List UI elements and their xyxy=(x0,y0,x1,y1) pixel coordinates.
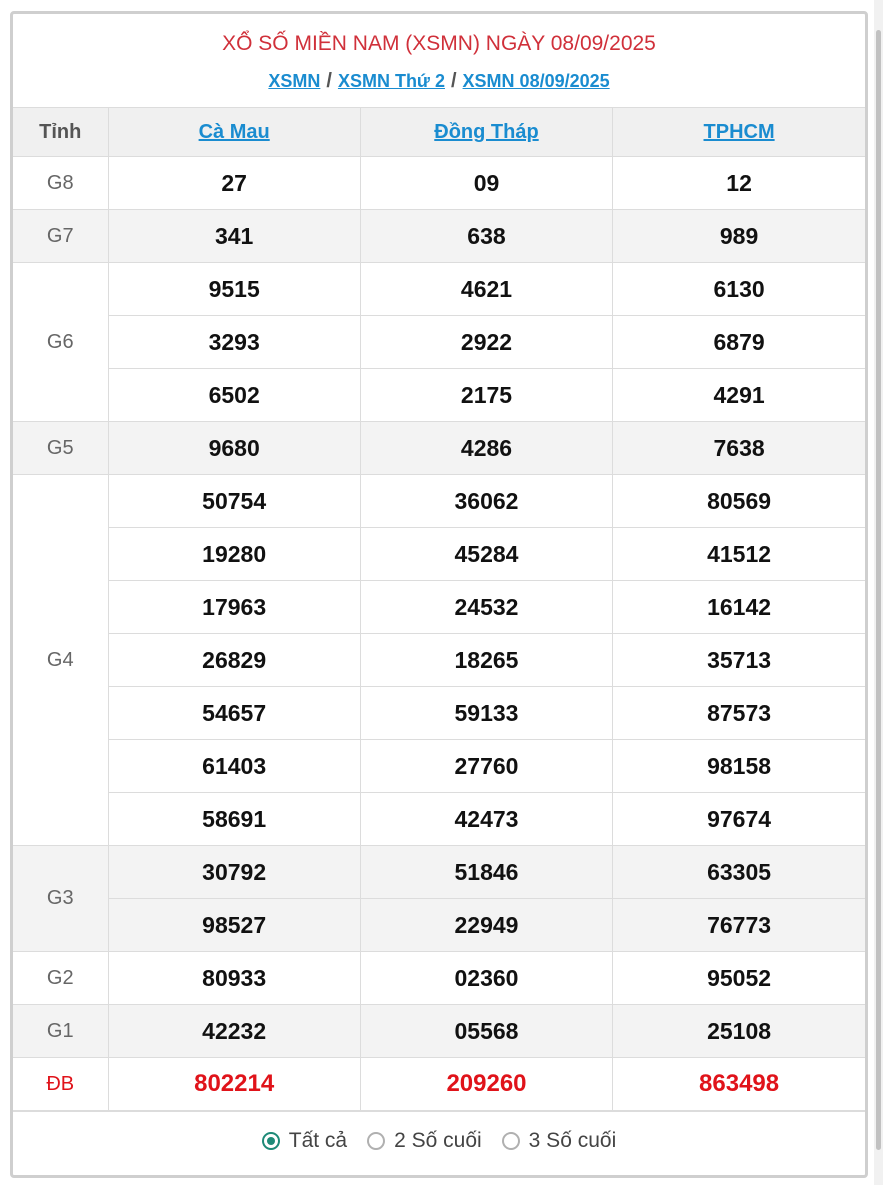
prize-number: 42473 xyxy=(360,793,612,846)
prize-number: 98527 xyxy=(108,899,360,952)
prize-row xyxy=(13,793,865,846)
scrollbar-thumb[interactable] xyxy=(876,30,881,1150)
prize-label: G7 xyxy=(13,210,108,263)
prize-number: 4621 xyxy=(360,263,612,316)
prize-number: 59133 xyxy=(360,687,612,740)
special-prize-number: 802214 xyxy=(108,1058,360,1111)
prize-number: 989 xyxy=(613,210,865,263)
special-prize-number: 209260 xyxy=(360,1058,612,1111)
prize-number: 27 xyxy=(108,157,360,210)
special-prize-number: 863498 xyxy=(613,1058,865,1111)
prize-row xyxy=(13,687,865,740)
prize-label: G3 xyxy=(13,846,108,952)
breadcrumb-link-xsmn-date[interactable]: XSMN 08/09/2025 xyxy=(462,71,610,91)
radio-button[interactable] xyxy=(367,1132,385,1150)
prize-row xyxy=(13,581,865,634)
prize-number: 80569 xyxy=(613,475,865,528)
prize-number: 51846 xyxy=(360,846,612,899)
filter-option-2-digits[interactable] xyxy=(367,1129,482,1153)
prize-number: 22949 xyxy=(360,899,612,952)
prize-row xyxy=(13,1058,865,1111)
prize-label: G2 xyxy=(13,952,108,1005)
prize-number: 05568 xyxy=(360,1005,612,1058)
prize-row xyxy=(13,475,865,528)
prize-number: 97674 xyxy=(613,793,865,846)
prize-number: 341 xyxy=(108,210,360,263)
prize-row xyxy=(13,263,865,316)
prize-number: 87573 xyxy=(613,687,865,740)
prize-number: 6130 xyxy=(613,263,865,316)
prize-number: 41512 xyxy=(613,528,865,581)
prize-number: 95052 xyxy=(613,952,865,1005)
filter-option-label: Tất cả xyxy=(288,1129,348,1152)
prize-number: 50754 xyxy=(108,475,360,528)
prize-row xyxy=(13,422,865,475)
prize-number: 9680 xyxy=(108,422,360,475)
filter-option-label: 2 Số cuối xyxy=(394,1129,482,1152)
prize-number: 63305 xyxy=(613,846,865,899)
prize-number: 54657 xyxy=(108,687,360,740)
results-header xyxy=(13,14,865,108)
province-link-tphcm[interactable]: TPHCM xyxy=(703,120,775,143)
prize-number: 25108 xyxy=(613,1005,865,1058)
radio-button[interactable] xyxy=(262,1132,280,1150)
prize-number: 61403 xyxy=(108,740,360,793)
prize-number: 2922 xyxy=(360,316,612,369)
page-title: XỔ SỐ MIỀN NAM (XSMN) NGÀY 08/09/2025 xyxy=(222,32,656,55)
prize-number: 26829 xyxy=(108,634,360,687)
filter-option-label: 3 Số cuối xyxy=(528,1129,617,1152)
prize-number: 02360 xyxy=(360,952,612,1005)
prize-row xyxy=(13,157,865,210)
prize-number: 76773 xyxy=(613,899,865,952)
prize-row xyxy=(13,846,865,899)
filter-option-3-digits[interactable] xyxy=(502,1129,617,1153)
results-body xyxy=(13,157,865,1111)
prize-label: G8 xyxy=(13,157,108,210)
prize-number: 80933 xyxy=(108,952,360,1005)
prize-number: 42232 xyxy=(108,1005,360,1058)
prize-number: 9515 xyxy=(108,263,360,316)
prize-number: 27760 xyxy=(360,740,612,793)
prize-row xyxy=(13,1005,865,1058)
prize-number: 36062 xyxy=(360,475,612,528)
province-link-dong-thap[interactable]: Đồng Tháp xyxy=(434,120,539,143)
breadcrumb xyxy=(13,70,865,92)
prize-number: 24532 xyxy=(360,581,612,634)
prize-number: 3293 xyxy=(108,316,360,369)
prize-number: 2175 xyxy=(360,369,612,422)
province-link-ca-mau[interactable]: Cà Mau xyxy=(198,120,270,143)
digit-filter xyxy=(13,1111,865,1170)
province-column-header: Tỉnh xyxy=(13,108,108,157)
breadcrumb-separator: / xyxy=(326,70,332,92)
prize-number: 12 xyxy=(613,157,865,210)
radio-button[interactable] xyxy=(502,1132,520,1150)
prize-number: 45284 xyxy=(360,528,612,581)
prize-number: 4291 xyxy=(613,369,865,422)
prize-number: 16142 xyxy=(613,581,865,634)
province-header-tphcm xyxy=(613,108,865,157)
prize-label: G5 xyxy=(13,422,108,475)
filter-option-all[interactable] xyxy=(262,1129,347,1153)
prize-number: 35713 xyxy=(613,634,865,687)
table-header-row xyxy=(13,108,865,157)
prize-number: 6879 xyxy=(613,316,865,369)
prize-number: 98158 xyxy=(613,740,865,793)
results-card xyxy=(10,11,868,1178)
prize-row xyxy=(13,316,865,369)
prize-row xyxy=(13,740,865,793)
prize-number: 17963 xyxy=(108,581,360,634)
breadcrumb-link-xsmn-thu-2[interactable]: XSMN Thứ 2 xyxy=(337,71,445,91)
prize-number: 4286 xyxy=(360,422,612,475)
prize-row xyxy=(13,952,865,1005)
prize-row xyxy=(13,634,865,687)
province-header-dong-thap xyxy=(360,108,612,157)
prize-number: 09 xyxy=(360,157,612,210)
prize-row xyxy=(13,528,865,581)
breadcrumb-separator: / xyxy=(450,70,457,92)
prize-label: G6 xyxy=(13,263,108,422)
prize-label: ĐB xyxy=(13,1058,108,1111)
prize-number: 30792 xyxy=(108,846,360,899)
prize-label: G1 xyxy=(13,1005,108,1058)
prize-number: 18265 xyxy=(360,634,612,687)
prize-label: G4 xyxy=(13,475,108,846)
prize-number: 58691 xyxy=(108,793,360,846)
prize-number: 7638 xyxy=(613,422,865,475)
prize-row xyxy=(13,210,865,263)
prize-number: 19280 xyxy=(108,528,360,581)
prize-row xyxy=(13,369,865,422)
prize-number: 6502 xyxy=(108,369,360,422)
results-table xyxy=(13,108,865,1111)
prize-number: 638 xyxy=(360,210,612,263)
breadcrumb-link-xsmn[interactable]: XSMN xyxy=(268,71,321,91)
prize-row xyxy=(13,899,865,952)
province-header-ca-mau xyxy=(108,108,360,157)
